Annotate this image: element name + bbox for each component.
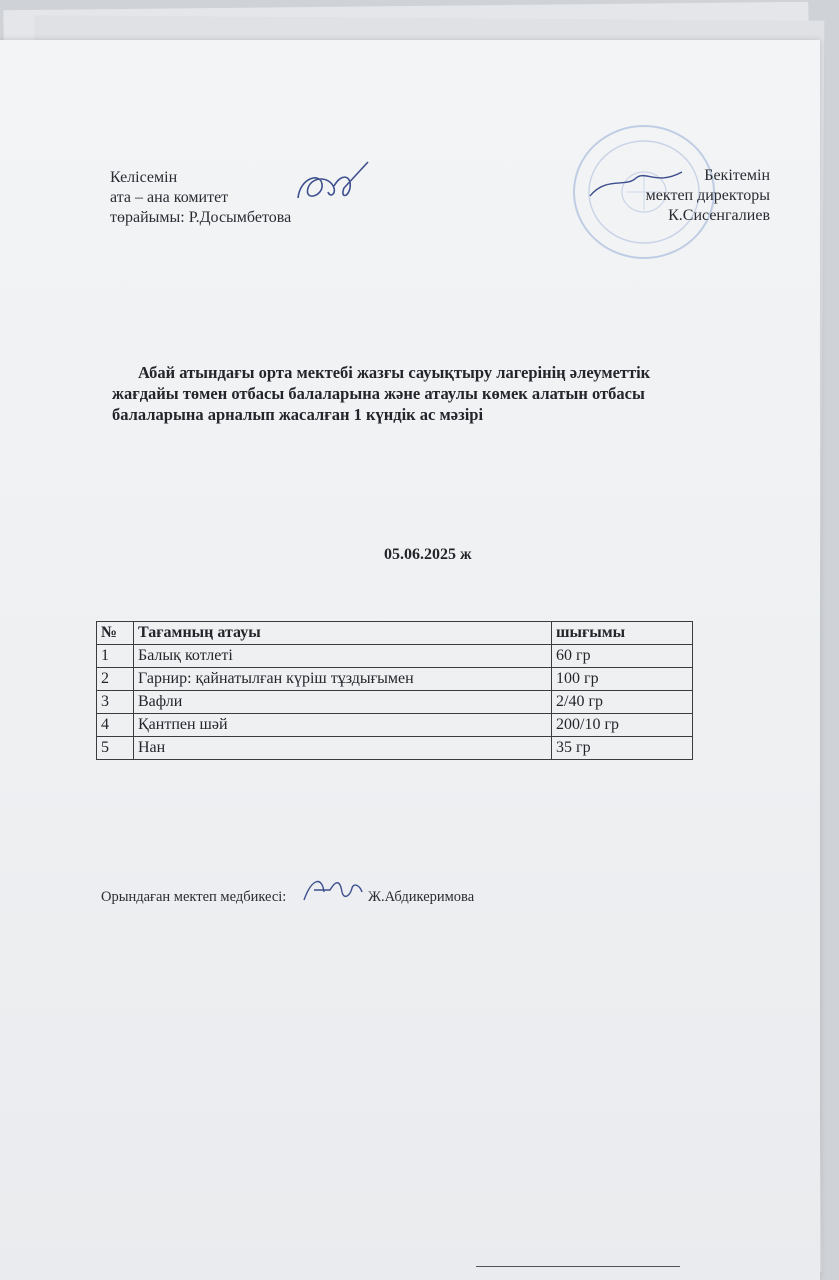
footer-name: Ж.Абдикеримова xyxy=(368,889,475,905)
row-dish: Гарнир: қайнатылған күріш тұздығымен xyxy=(134,668,552,691)
signature-nurse xyxy=(300,872,366,906)
header-dish-name: Тағамның атауы xyxy=(134,622,552,645)
row-number: 5 xyxy=(97,737,134,760)
header-number: № xyxy=(97,622,134,645)
table-row xyxy=(97,714,693,737)
row-number: 1 xyxy=(97,645,134,668)
row-dish: Вафли xyxy=(134,691,552,714)
approval-block-right xyxy=(598,166,770,226)
row-dish: Нан xyxy=(134,737,552,760)
header-left-line-3: төрайымы: Р.Досымбетова xyxy=(110,209,292,226)
header-right-line-1: Бекітемін xyxy=(704,167,770,184)
title-line-2: жағдайы төмен отбасы балаларына және атаулы көмек алатын отбасы xyxy=(112,384,645,403)
header-left-line-2: ата – ана комитет xyxy=(110,189,229,206)
document-title xyxy=(112,362,772,425)
row-yield: 2/40 гр xyxy=(552,691,693,714)
header-left-line-1: Келісемін xyxy=(110,169,178,186)
row-yield: 60 гр xyxy=(552,645,693,668)
title-line-3: балаларына арналып жасалған 1 күндік ас мәзірі xyxy=(112,405,484,424)
approval-block-left xyxy=(110,168,291,228)
header-yield: шығымы xyxy=(552,622,693,645)
table-header-row xyxy=(97,622,693,645)
table-row xyxy=(97,691,693,714)
row-number: 3 xyxy=(97,691,134,714)
title-line-1: Абай атындағы орта мектебі жазғы сауықтыру лагерінің әлеуметтік xyxy=(138,363,651,382)
row-dish: Балық котлеті xyxy=(134,645,552,668)
header-right-line-3: К.Сисенгалиев xyxy=(668,207,770,224)
bottom-rule xyxy=(476,1266,680,1267)
row-yield: 35 гр xyxy=(552,737,693,760)
row-yield: 100 гр xyxy=(552,668,693,691)
table-row xyxy=(97,645,693,668)
footer-signature-line xyxy=(101,889,475,906)
row-yield: 200/10 гр xyxy=(552,714,693,737)
table-row xyxy=(97,737,693,760)
menu-table xyxy=(96,621,693,760)
row-number: 4 xyxy=(97,714,134,737)
row-dish: Қантпен шәй xyxy=(134,714,552,737)
header-right-line-2: мектеп директоры xyxy=(645,187,770,204)
table-row xyxy=(97,668,693,691)
signature-left xyxy=(290,158,380,218)
row-number: 2 xyxy=(97,668,134,691)
document-date: 05.06.2025 ж xyxy=(384,546,472,563)
footer-label: Орындаған мектеп медбикесі: xyxy=(101,889,287,905)
